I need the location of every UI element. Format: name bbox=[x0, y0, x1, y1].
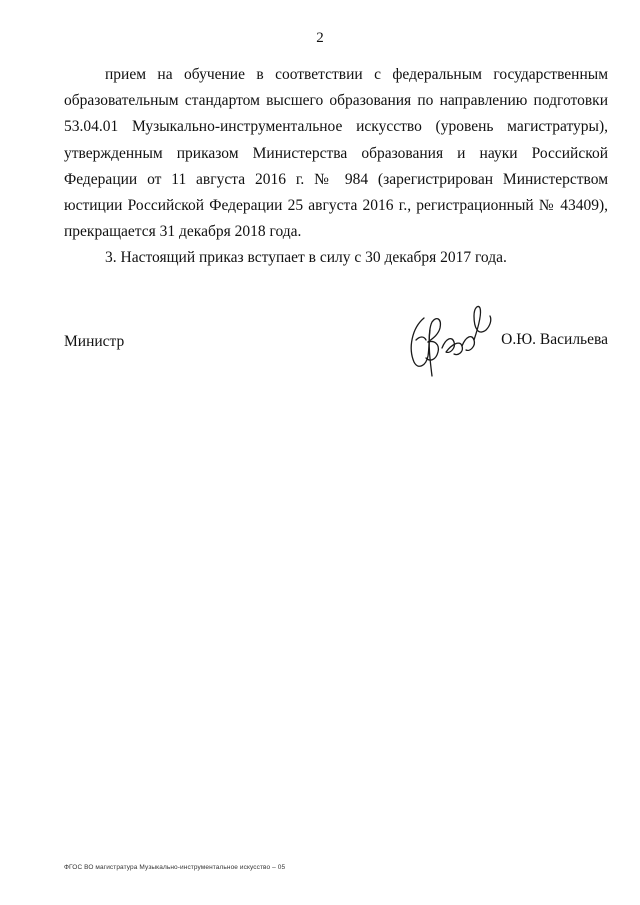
paragraph-1-line-1: прием на обучение в соответствии с федеральным государственным bbox=[105, 66, 608, 83]
signature-block bbox=[64, 300, 608, 380]
document-body bbox=[64, 62, 608, 272]
footer-note: ФГОС ВО магистратура Музыкально-инструментальное искусство – 05 bbox=[64, 864, 286, 871]
paragraph-1-line-5: от 11 августа 2016 г. № 984 (зарегистрирован Министерством юстиции Российской bbox=[64, 170, 609, 215]
paragraph-1-line-6: Федерации 25 августа 2016 г., регистрационный № 43409), прекращается bbox=[64, 197, 608, 241]
paragraph-2: 3. Настоящий приказ вступает в силу с 30 декабря 2017 года. bbox=[105, 249, 507, 267]
position-title: Министр bbox=[64, 333, 125, 350]
paragraph-1-line-3: 53.04.01 Музыкально-инструментальное искусство (уровень магистратуры), bbox=[64, 118, 608, 136]
page-number: 2 bbox=[316, 30, 324, 46]
paragraph-1 bbox=[64, 62, 608, 245]
paragraph-1-line-2: образовательным стандартом высшего образования по направлению подготовки bbox=[64, 92, 608, 110]
paragraph-1-line-7: 31 декабря 2018 года. bbox=[159, 223, 302, 241]
paragraph-1-line-4: утвержденным приказом Министерства образования и науки Российской Федерации bbox=[64, 144, 608, 188]
signer-name: О.Ю. Васильева bbox=[501, 331, 608, 348]
handwritten-signature bbox=[402, 300, 496, 380]
